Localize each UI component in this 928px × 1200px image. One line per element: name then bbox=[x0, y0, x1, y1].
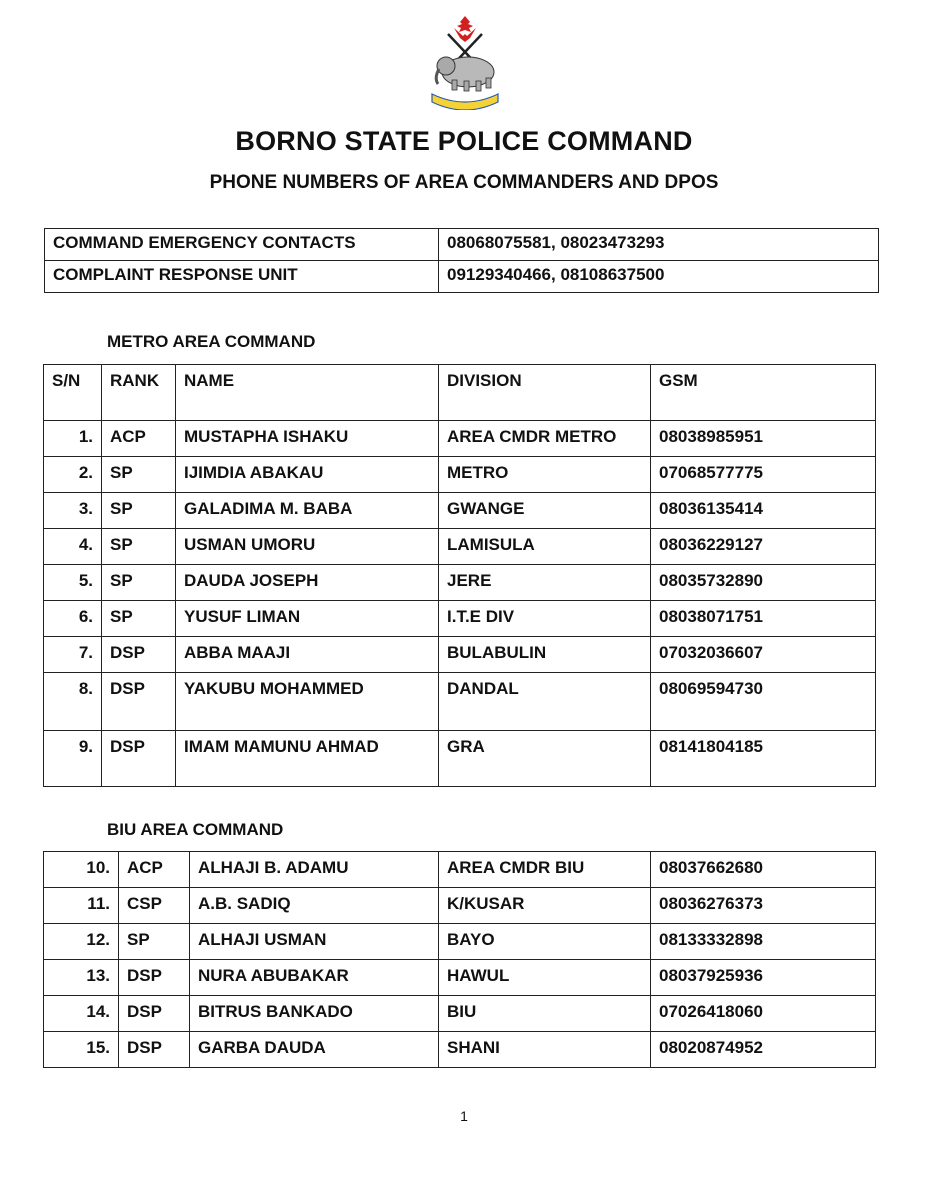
cell-sn: 2. bbox=[44, 457, 102, 493]
cell-name: BITRUS BANKADO bbox=[190, 996, 439, 1032]
cell-gsm: 08069594730 bbox=[651, 673, 876, 731]
nigeria-police-logo bbox=[424, 14, 506, 110]
column-header-gsm: GSM bbox=[651, 365, 876, 421]
table-row bbox=[44, 493, 876, 529]
contact-row bbox=[45, 261, 879, 293]
contact-label: COMMAND EMERGENCY CONTACTS bbox=[45, 229, 439, 261]
cell-division: AREA CMDR BIU bbox=[439, 852, 651, 888]
cell-gsm: 07068577775 bbox=[651, 457, 876, 493]
cell-division: K/KUSAR bbox=[439, 888, 651, 924]
table-row bbox=[44, 996, 876, 1032]
cell-name: USMAN UMORU bbox=[176, 529, 439, 565]
cell-sn: 6. bbox=[44, 601, 102, 637]
cell-name: MUSTAPHA ISHAKU bbox=[176, 421, 439, 457]
cell-sn: 1. bbox=[44, 421, 102, 457]
cell-gsm: 08133332898 bbox=[651, 924, 876, 960]
contact-phone: 09129340466, 08108637500 bbox=[439, 261, 879, 293]
cell-gsm: 08035732890 bbox=[651, 565, 876, 601]
cell-rank: DSP bbox=[102, 731, 176, 787]
cell-gsm: 08038071751 bbox=[651, 601, 876, 637]
cell-name: GALADIMA M. BABA bbox=[176, 493, 439, 529]
cell-division: DANDAL bbox=[439, 673, 651, 731]
cell-gsm: 08036229127 bbox=[651, 529, 876, 565]
cell-name: YAKUBU MOHAMMED bbox=[176, 673, 439, 731]
cell-rank: DSP bbox=[102, 637, 176, 673]
table-row bbox=[44, 888, 876, 924]
table-row bbox=[44, 852, 876, 888]
cell-gsm: 08036135414 bbox=[651, 493, 876, 529]
table-header-row bbox=[44, 365, 876, 421]
contact-row bbox=[45, 229, 879, 261]
cell-sn: 11. bbox=[44, 888, 119, 924]
cell-gsm: 08037925936 bbox=[651, 960, 876, 996]
cell-name: A.B. SADIQ bbox=[190, 888, 439, 924]
table-row bbox=[44, 529, 876, 565]
cell-rank: CSP bbox=[119, 888, 190, 924]
cell-sn: 8. bbox=[44, 673, 102, 731]
table-row bbox=[44, 565, 876, 601]
cell-gsm: 08141804185 bbox=[651, 731, 876, 787]
cell-rank: ACP bbox=[119, 852, 190, 888]
column-header-sn: S/N bbox=[44, 365, 102, 421]
cell-division: I.T.E DIV bbox=[439, 601, 651, 637]
cell-rank: SP bbox=[102, 493, 176, 529]
cell-division: SHANI bbox=[439, 1032, 651, 1068]
cell-name: ALHAJI USMAN bbox=[190, 924, 439, 960]
cell-rank: DSP bbox=[119, 960, 190, 996]
cell-sn: 10. bbox=[44, 852, 119, 888]
cell-name: IJIMDIA ABAKAU bbox=[176, 457, 439, 493]
cell-rank: DSP bbox=[119, 996, 190, 1032]
cell-rank: SP bbox=[102, 457, 176, 493]
page-title: BORNO STATE POLICE COMMAND bbox=[235, 126, 693, 156]
cell-sn: 13. bbox=[44, 960, 119, 996]
cell-sn: 3. bbox=[44, 493, 102, 529]
cell-division: LAMISULA bbox=[439, 529, 651, 565]
cell-gsm: 08038985951 bbox=[651, 421, 876, 457]
column-header-rank: RANK bbox=[102, 365, 176, 421]
biu-section-label: BIU AREA COMMAND bbox=[107, 820, 284, 839]
table-row bbox=[44, 1032, 876, 1068]
cell-rank: SP bbox=[119, 924, 190, 960]
metro-section-label: METRO AREA COMMAND bbox=[107, 332, 316, 351]
cell-division: BAYO bbox=[439, 924, 651, 960]
cell-division: BULABULIN bbox=[439, 637, 651, 673]
cell-sn: 7. bbox=[44, 637, 102, 673]
table-row bbox=[44, 924, 876, 960]
column-header-name: NAME bbox=[176, 365, 439, 421]
contact-label: COMPLAINT RESPONSE UNIT bbox=[45, 261, 439, 293]
cell-division: HAWUL bbox=[439, 960, 651, 996]
cell-division: JERE bbox=[439, 565, 651, 601]
cell-rank: SP bbox=[102, 565, 176, 601]
contact-phone: 08068075581, 08023473293 bbox=[439, 229, 879, 261]
cell-name: ABBA MAAJI bbox=[176, 637, 439, 673]
cell-name: ALHAJI B. ADAMU bbox=[190, 852, 439, 888]
table-row bbox=[44, 731, 876, 787]
cell-rank: DSP bbox=[102, 673, 176, 731]
cell-gsm: 08036276373 bbox=[651, 888, 876, 924]
cell-division: AREA CMDR METRO bbox=[439, 421, 651, 457]
cell-name: YUSUF LIMAN bbox=[176, 601, 439, 637]
cell-division: GWANGE bbox=[439, 493, 651, 529]
cell-rank: ACP bbox=[102, 421, 176, 457]
cell-sn: 12. bbox=[44, 924, 119, 960]
cell-division: BIU bbox=[439, 996, 651, 1032]
emergency-contacts-table bbox=[44, 228, 879, 293]
cell-rank: SP bbox=[102, 529, 176, 565]
column-header-division: DIVISION bbox=[439, 365, 651, 421]
table-row bbox=[44, 673, 876, 731]
cell-sn: 14. bbox=[44, 996, 119, 1032]
table-row bbox=[44, 457, 876, 493]
metro-area-table bbox=[43, 364, 876, 787]
cell-name: DAUDA JOSEPH bbox=[176, 565, 439, 601]
page-subtitle: PHONE NUMBERS OF AREA COMMANDERS AND DPOS bbox=[209, 172, 719, 193]
page-number: 1 bbox=[460, 1108, 468, 1124]
cell-sn: 15. bbox=[44, 1032, 119, 1068]
cell-sn: 4. bbox=[44, 529, 102, 565]
cell-gsm: 08020874952 bbox=[651, 1032, 876, 1068]
cell-gsm: 08037662680 bbox=[651, 852, 876, 888]
cell-sn: 9. bbox=[44, 731, 102, 787]
table-row bbox=[44, 421, 876, 457]
cell-rank: DSP bbox=[119, 1032, 190, 1068]
cell-name: NURA ABUBAKAR bbox=[190, 960, 439, 996]
cell-name: IMAM MAMUNU AHMAD bbox=[176, 731, 439, 787]
cell-gsm: 07026418060 bbox=[651, 996, 876, 1032]
cell-sn: 5. bbox=[44, 565, 102, 601]
table-row bbox=[44, 960, 876, 996]
cell-division: GRA bbox=[439, 731, 651, 787]
cell-division: METRO bbox=[439, 457, 651, 493]
cell-rank: SP bbox=[102, 601, 176, 637]
biu-area-table bbox=[43, 851, 876, 1068]
table-row bbox=[44, 601, 876, 637]
cell-gsm: 07032036607 bbox=[651, 637, 876, 673]
table-row bbox=[44, 637, 876, 673]
cell-name: GARBA DAUDA bbox=[190, 1032, 439, 1068]
